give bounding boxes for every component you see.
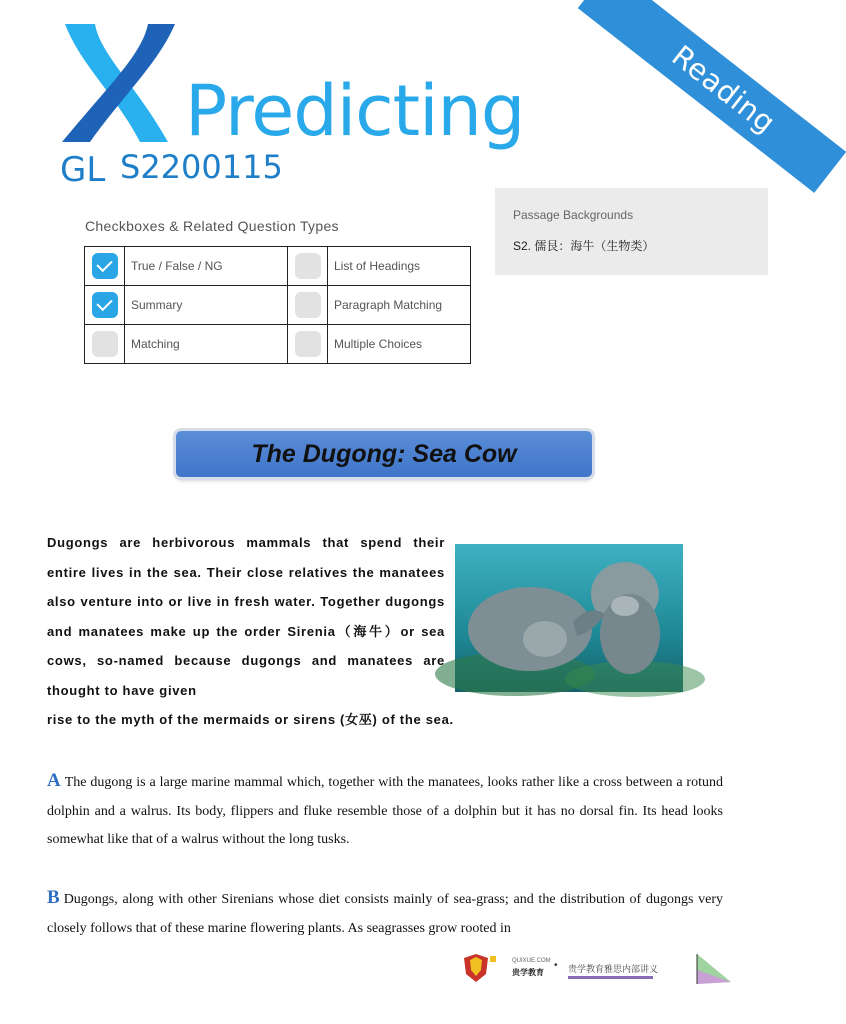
dugong-photo (455, 544, 683, 692)
question-type-label: Paragraph Matching (328, 286, 471, 325)
paragraph-text: The dugong is a large marine mammal which, together with the manatees, looks rather like a cross between a rotund dolphin and a walrus. Its body, flippers and fluke resemble those of a dolphin but it has no dorsal fin. Its head looks somewhat like that of a walrus without the long tusks. (47, 775, 723, 847)
table-row (85, 286, 471, 325)
question-type-label: Matching (125, 325, 288, 364)
brand-title: Predicting (185, 70, 525, 152)
passage-backgrounds-item: S2. 儒艮：海牛（生物类） (513, 239, 655, 253)
checkbox[interactable] (295, 331, 321, 357)
code-prefix: GL (60, 150, 106, 190)
passage-backgrounds-title: Passage Backgrounds (513, 208, 634, 222)
passage-intro: Dugongs are herbivorous mammals that spend their entire lives in the sea. Their close relatives the manatees also venture into or live in fresh water. Together dugongs and manatees make up the order Sirenia（海牛）or sea cows, so-named because dugongs and manatees are thought to have given (47, 535, 445, 698)
checkbox[interactable] (92, 331, 118, 357)
footer-separator: • (554, 960, 558, 971)
table-row (85, 325, 471, 364)
footer-site: QUIXUE.COM (512, 958, 551, 964)
paragraph-letter: B (47, 887, 60, 908)
ribbon-band (578, 0, 846, 193)
paragraph-text: Dugongs, along with other Sirenians whose diet consists mainly of sea-grass; and the distribution of dugongs very closely follows that of these marine flowering plants. As seagrasses grow rooted in (47, 892, 723, 936)
footer-rule (568, 976, 653, 979)
footer-text: 贵学教育雅思内部讲义 (568, 964, 659, 974)
passage-title-banner (176, 431, 592, 477)
passage-intro-last-line: rise to the myth of the mermaids or sirens (女巫) of the sea. (47, 712, 454, 727)
checkbox[interactable] (92, 253, 118, 279)
paragraph-b (47, 884, 723, 940)
question-type-label: True / False / NG (125, 247, 288, 286)
question-type-label: Multiple Choices (328, 325, 471, 364)
table-row (85, 247, 471, 286)
checkbox[interactable] (92, 292, 118, 318)
passage-title: The Dugong: Sea Cow (251, 439, 517, 468)
question-type-label: Summary (125, 286, 288, 325)
passage-backgrounds-box (495, 188, 768, 275)
question-types-title: Checkboxes & Related Question Types (85, 218, 339, 234)
ribbon-label: Reading (665, 38, 783, 140)
document-code: S2200115 (120, 148, 283, 186)
checkbox[interactable] (295, 253, 321, 279)
paragraph-letter: A (47, 770, 61, 791)
footer-brand: 贵学教育 (512, 968, 544, 977)
corner-ribbon (548, 0, 783, 180)
question-type-label: List of Headings (328, 247, 471, 286)
triangle-icon (693, 952, 733, 986)
checkbox[interactable] (295, 292, 321, 318)
x-logo-icon (60, 24, 180, 144)
question-types-table (84, 246, 471, 364)
paragraph-a (47, 767, 723, 855)
